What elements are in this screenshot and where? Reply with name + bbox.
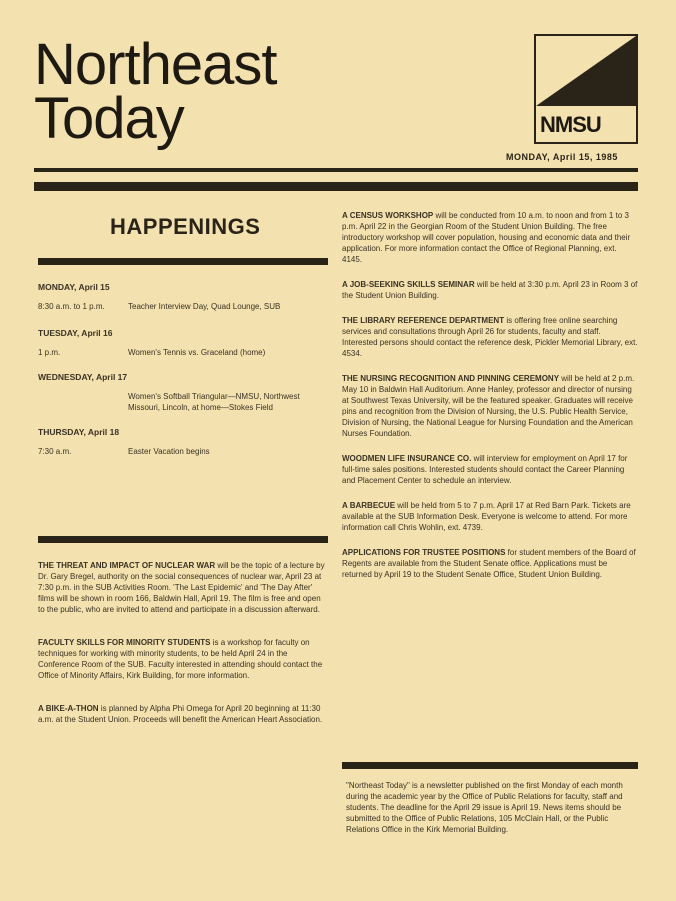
article-text: for student members of the Board of Regents are available from the Student Senate office. Applications must be returned by April 19 to the Student Senate Office, Student Union Building.: [342, 548, 636, 579]
calendar-event: [38, 347, 328, 358]
article-lead: FACULTY SKILLS FOR MINORITY STUDENTS: [38, 638, 211, 647]
masthead-title: [34, 32, 277, 151]
event-description: Women's Softball Triangular—NMSU, Northwest Missouri, Lincoln, at home—Stokes Field: [128, 392, 300, 412]
masthead-line-1: Northeast: [34, 32, 277, 97]
article-text: will be held at 3:30 p.m. April 23 in Room 3 of the Student Union Building.: [342, 280, 638, 300]
issue-date: MONDAY, April 15, 1985: [506, 152, 618, 162]
happenings-rule: [38, 258, 328, 265]
article-lead: WOODMEN LIFE INSURANCE CO.: [342, 454, 472, 463]
article-lead: THE LIBRARY REFERENCE DEPARTMENT: [342, 316, 505, 325]
article: [38, 703, 328, 725]
article-text: is planned by Alpha Phi Omega for April 20 beginning at 11:30 a.m. at the Student Union. Proceeds will benefit the American Heart Association.: [38, 704, 323, 724]
article-text: will be held from 5 to 7 p.m. April 17 at Red Barn Park. Tickets are available at the SUB Information Desk. Everyone is welcome to attend. For more information call Chris Wohlin, ext. 4739.: [342, 501, 631, 532]
article: [342, 453, 638, 486]
calendar-day-label: THURSDAY, April 18: [38, 427, 120, 437]
calendar-day-2: [38, 328, 328, 358]
event-time: 1 p.m.: [38, 348, 61, 357]
left-articles: [38, 560, 328, 737]
article-lead: APPLICATIONS FOR TRUSTEE POSITIONS: [342, 548, 506, 557]
calendar-day-label: WEDNESDAY, April 17: [38, 372, 128, 382]
left-column-rule: [38, 536, 328, 543]
article: [342, 315, 638, 359]
article-lead: A JOB-SEEKING SKILLS SEMINAR: [342, 280, 475, 289]
happenings-calendar: [38, 282, 328, 467]
article: [342, 373, 638, 439]
article: [38, 637, 328, 681]
happenings-heading: HAPPENINGS: [110, 214, 261, 239]
article-text: will be held at 2 p.m. May 10 in Baldwin Hall Auditorium. Anne Hanley, professor and director of nursing at Southwest Texas University, will be the featured speaker. Graduates will receive pins and recognition from the Division of Nursing, the U.S. Public Health Service, Division of Nursing, the National League for Nursing Foundation and the American Nurses Foundation.: [342, 374, 635, 438]
article: [342, 210, 638, 265]
calendar-day-3: [38, 372, 328, 413]
article-text: will interview for employment on April 17 for full-time sales positions. Interested students should contact the Career Planning and Placement Center to schedule an interview.: [342, 454, 628, 485]
event-time: 7:30 a.m.: [38, 447, 72, 456]
article: [38, 560, 328, 615]
article-text: is offering free online searching services and consultations through April 26 for students, faculty and staff. Interested persons should contact the reference desk, Pickler Memorial Library, ext. 4534.: [342, 316, 638, 358]
event-description: Women's Tennis vs. Graceland (home): [128, 348, 266, 357]
calendar-event: [38, 391, 328, 413]
article-lead: THE THREAT AND IMPACT OF NUCLEAR WAR: [38, 561, 216, 570]
right-articles: [342, 210, 638, 592]
header-rule-bottom: [34, 182, 638, 191]
calendar-day-1: [38, 282, 328, 312]
article-lead: A BIKE-A-THON: [38, 704, 99, 713]
logo-triangle-icon: [536, 36, 636, 106]
event-time: [38, 391, 128, 413]
footer-note: [346, 780, 636, 847]
event-description: Easter Vacation begins: [128, 447, 210, 456]
article-lead: A CENSUS WORKSHOP: [342, 211, 434, 220]
header-rule-top: [34, 168, 638, 172]
calendar-event: [38, 301, 328, 312]
nmsu-logo: [534, 34, 638, 144]
footer-rule: [342, 762, 638, 769]
article: [342, 500, 638, 533]
event-description: Teacher Interview Day, Quad Lounge, SUB: [128, 302, 281, 311]
event-time: 8:30 a.m. to 1 p.m.: [38, 302, 105, 311]
article-lead: THE NURSING RECOGNITION AND PINNING CEREMONY: [342, 374, 560, 383]
masthead-line-2: Today: [34, 86, 184, 151]
article-text: will be the topic of a lecture by Dr. Gary Bregel, authority on the social consequences of nuclear war, April 23 at 7:30 p.m. in the SUB Activities Room. 'The Last Epidemic' and 'The Day After' films will be shown in room 166, Baldwin Hall, April 19. The film is free and open to the public, who are invited to attend and participate in a discussion afterward.: [38, 561, 325, 614]
article: [342, 279, 638, 301]
article-text: is a workshop for faculty on techniques for working with minority students, to be held April 24 in the Conference Room of the SUB. Faculty interested in attending should contact the Office of Minority Affairs, Kirk Building, for more information.: [38, 638, 323, 680]
calendar-day-label: TUESDAY, April 16: [38, 328, 113, 338]
footer-note-text: "Northeast Today" is a newsletter published on the first Monday of each month during the academic year by the Office of Public Relations for faculty, staff and students. The deadline for the April 29 issue is April 19. News items should be submitted to the Office of Public Relations, 105 McClain Hall, or the Public Relations Office in the Kirk Memorial Building.: [346, 781, 623, 834]
calendar-day-4: [38, 427, 328, 457]
article: [342, 547, 638, 580]
calendar-event: [38, 446, 328, 457]
article-lead: A BARBECUE: [342, 501, 396, 510]
article-text: will be conducted from 10 a.m. to noon and from 1 to 3 p.m. April 22 in the Georgian Room of the Student Union Building. The free introductory workshop will cover population, housing and economic data and their application. For more information contact the Office of Regional Planning, ext. 4145.: [342, 211, 631, 264]
logo-text: NMSU: [540, 112, 601, 137]
calendar-day-label: MONDAY, April 15: [38, 282, 110, 292]
